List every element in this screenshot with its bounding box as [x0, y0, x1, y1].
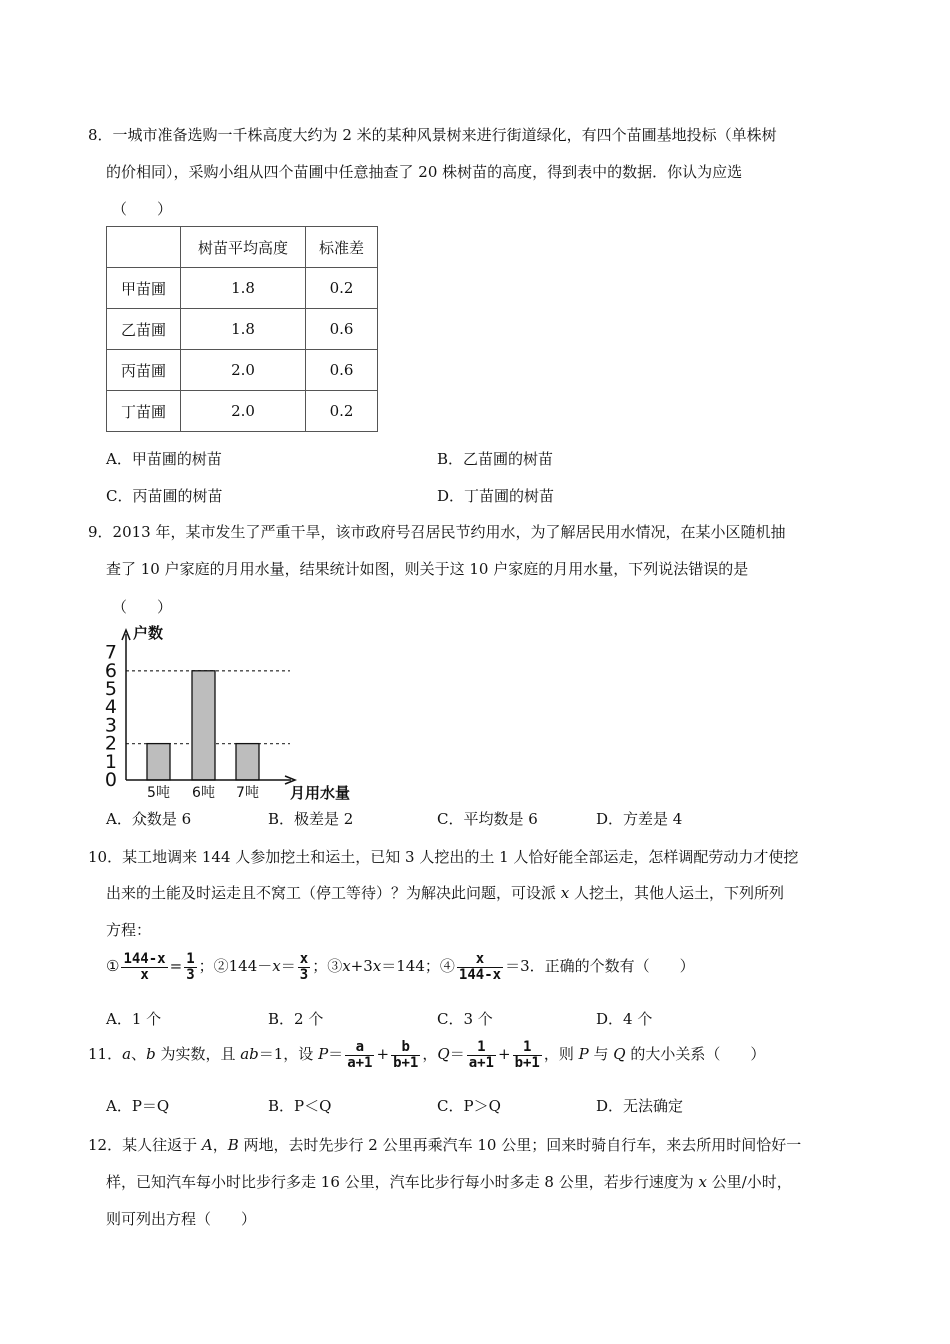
q8-option-b: B．乙苗圃的树苗 [437, 450, 554, 468]
q8-option-d: D．丁苗圃的树苗 [437, 487, 555, 505]
q8-option-a: A．甲苗圃的树苗 [106, 450, 222, 468]
q8-text-line1: 8．一城市准备选购一千株高度大约为 2 米的某种风景树来进行街道绿化，有四个苗圃基地投标（单株树 [88, 126, 777, 144]
q10-text: 人挖土，其他人运土，下列所列 [569, 884, 785, 902]
q11-text-part: ，则 [543, 1045, 579, 1064]
q11-text-part: 为实数，且 [155, 1045, 241, 1064]
variable-a: a [122, 1045, 132, 1064]
q10-option-d: D．4 个 [596, 1010, 653, 1028]
q8-answer-paren: （ ） [112, 200, 173, 218]
table-cell: 1.8 [181, 268, 306, 309]
eq-text: ＝144；④ [381, 957, 455, 976]
fraction [121, 952, 167, 982]
q10-option-b: B．2 个 [268, 1010, 324, 1028]
numerator: a [345, 1040, 374, 1056]
q8-table [106, 226, 378, 432]
numerator: 1 [513, 1040, 542, 1056]
equals: ＝ [328, 1045, 344, 1064]
denominator: b+1 [514, 1054, 540, 1071]
y-tick-label: 7 [104, 641, 117, 664]
table-cell: 0.6 [306, 350, 378, 391]
bar [192, 671, 215, 780]
fraction [467, 1040, 496, 1070]
variable-x: x [372, 957, 382, 976]
bar-chart [100, 618, 370, 803]
point-a: A [201, 1136, 213, 1154]
table-row [107, 309, 378, 350]
variable-q: Q [613, 1045, 626, 1064]
q8-text-line2: 的价相同），采购小组从四个苗圃中任意抽查了 20 株树苗的高度，得到表中的数据．你认为应选 [106, 163, 743, 181]
equals: ＝ [280, 957, 296, 976]
equals: = [169, 957, 183, 976]
q12-text-line2 [106, 1171, 792, 1192]
q10-equations [106, 952, 695, 982]
q10-text-line2 [106, 882, 784, 903]
q11-text-part: 、 [131, 1045, 147, 1064]
q11-option-b: B．P＜Q [268, 1097, 332, 1115]
plus: + [498, 1045, 511, 1064]
y-tick-label: 4 [104, 696, 117, 719]
q9-option-a: A．众数是 6 [106, 810, 192, 828]
x-axis-label: 月用水量 [290, 784, 351, 802]
q9-text-line1: 9．2013 年，某市发生了严重干旱，该市政府号召居民节约用水，为了解居民用水情况，在某小区随机抽 [88, 523, 786, 541]
table-row [107, 268, 378, 309]
table-cell: 2.0 [181, 350, 306, 391]
denominator: a+1 [468, 1054, 494, 1071]
q11-number: 11． [88, 1045, 123, 1064]
bar [147, 744, 170, 780]
table-cell: 丙苗圃 [107, 350, 181, 391]
denominator: a+1 [347, 1054, 373, 1071]
circled-1: ① [106, 957, 120, 976]
numerator: 1 [467, 1040, 496, 1056]
y-tick-label: 5 [104, 678, 117, 700]
q12-text: 两地，去时先步行 2 公里再乘汽车 10 公里；回来时骑自行车，来去所用时间恰好一 [238, 1136, 802, 1154]
q12-text-line3: 则可列出方程（ ） [106, 1210, 257, 1228]
denominator: 3 [299, 966, 309, 983]
table-row [107, 350, 378, 391]
variable-x: x [342, 957, 351, 976]
fraction [457, 952, 503, 982]
y-tick-label: 2 [104, 732, 117, 755]
table-cell: 1.8 [181, 309, 306, 350]
denominator: 144-x [458, 966, 502, 983]
q11-option-c: C．P＞Q [437, 1097, 501, 1115]
variable-x: x [698, 1173, 707, 1191]
q8-option-c: C．丙苗圃的树苗 [106, 487, 223, 505]
q11-option-d: D．无法确定 [596, 1097, 684, 1115]
numerator: x [457, 952, 503, 968]
y-axis-label: 户数 [133, 624, 164, 642]
point-b: B [227, 1136, 239, 1154]
table-cell: 甲苗圃 [107, 268, 181, 309]
q9-option-b: B．极差是 2 [268, 810, 354, 828]
x-tick-label: 7吨 [236, 785, 259, 801]
q9-option-d: D．方差是 4 [596, 810, 683, 828]
q9-option-c: C．平均数是 6 [437, 810, 538, 828]
q11-text-part: ， [422, 1045, 438, 1064]
variable-x: x [272, 957, 281, 976]
eq-text: +3 [350, 957, 373, 976]
q12-text: ， [212, 1136, 228, 1154]
table-cell: 乙苗圃 [107, 309, 181, 350]
q11-text [88, 1040, 765, 1070]
q9-text-line2: 查了 10 户家庭的月用水量，结果统计如图，则关于这 10 户家庭的月用水量，下列说法错误的是 [106, 560, 749, 578]
table-cell: 0.6 [306, 309, 378, 350]
plus: + [376, 1045, 390, 1064]
table-header-cell: 标准差 [306, 227, 378, 268]
numerator: 144-x [123, 951, 166, 967]
table-header-cell: 树苗平均高度 [181, 227, 306, 268]
table-cell: 2.0 [181, 391, 306, 432]
denominator: b+1 [393, 1054, 419, 1071]
fraction [513, 1040, 542, 1070]
x-tick-label: 5吨 [147, 785, 170, 801]
q11-text-part: 的大小关系（ ） [625, 1045, 766, 1064]
y-tick-label: 1 [104, 750, 117, 773]
y-tick-label: 6 [104, 659, 117, 682]
q10-option-c: C．3 个 [437, 1010, 493, 1028]
variable-b: b [146, 1045, 156, 1064]
eq-text: ＝3．正确的个数有（ ） [505, 957, 695, 976]
denominator: 3 [186, 966, 195, 983]
eq-text: ；③ [312, 957, 343, 976]
q12-text-line1 [88, 1134, 801, 1155]
q12-text: 样，已知汽车每小时比步行多走 16 公里，汽车比步行每小时多走 8 公里，若步行速度为 [106, 1173, 699, 1191]
numerator: x [299, 951, 309, 967]
table-row [107, 391, 378, 432]
variable-p: P [318, 1045, 329, 1064]
table-cell: 0.2 [306, 391, 378, 432]
table-cell: 0.2 [306, 268, 378, 309]
q10-text-line1: 10．某工地调来 144 人参加挖土和运土，已知 3 人挖出的土 1 人恰好能全部运走，怎样调配劳动力才使挖 [88, 848, 799, 866]
equals: ＝ [449, 1045, 465, 1064]
fraction [184, 952, 196, 982]
variable-x: x [560, 884, 570, 902]
q10-text: 出来的土能及时运走且不窝工（停工等待）？为解决此问题，可设派 [106, 884, 561, 902]
numerator: 1 [186, 951, 195, 967]
q12-text: 12．某人往返于 [88, 1136, 202, 1154]
y-tick-label: 3 [104, 714, 117, 737]
fraction [345, 1040, 374, 1070]
q11-text-part: 与 [588, 1045, 614, 1064]
bar [236, 744, 259, 780]
y-tick-label: 0 [104, 769, 117, 791]
numerator: b [391, 1040, 420, 1056]
variable-ab: ab [240, 1045, 259, 1064]
q9-answer-paren: （ ） [112, 598, 173, 616]
q12-text: 公里/小时， [706, 1173, 792, 1191]
q11-text-part: ＝1，设 [258, 1045, 319, 1064]
q10-option-a: A．1 个 [106, 1010, 162, 1028]
fraction [391, 1040, 420, 1070]
denominator: x [140, 966, 149, 983]
eq-text: ；②144－ [198, 957, 273, 976]
table-header-row [107, 227, 378, 268]
table-cell: 丁苗圃 [107, 391, 181, 432]
table-header-cell [107, 227, 181, 268]
x-tick-label: 6吨 [192, 785, 215, 801]
q10-text-line3: 方程： [106, 921, 152, 939]
fraction [298, 952, 310, 982]
variable-q: Q [437, 1045, 450, 1064]
variable-p: P [578, 1045, 589, 1064]
q11-option-a: A．P＝Q [106, 1097, 170, 1115]
